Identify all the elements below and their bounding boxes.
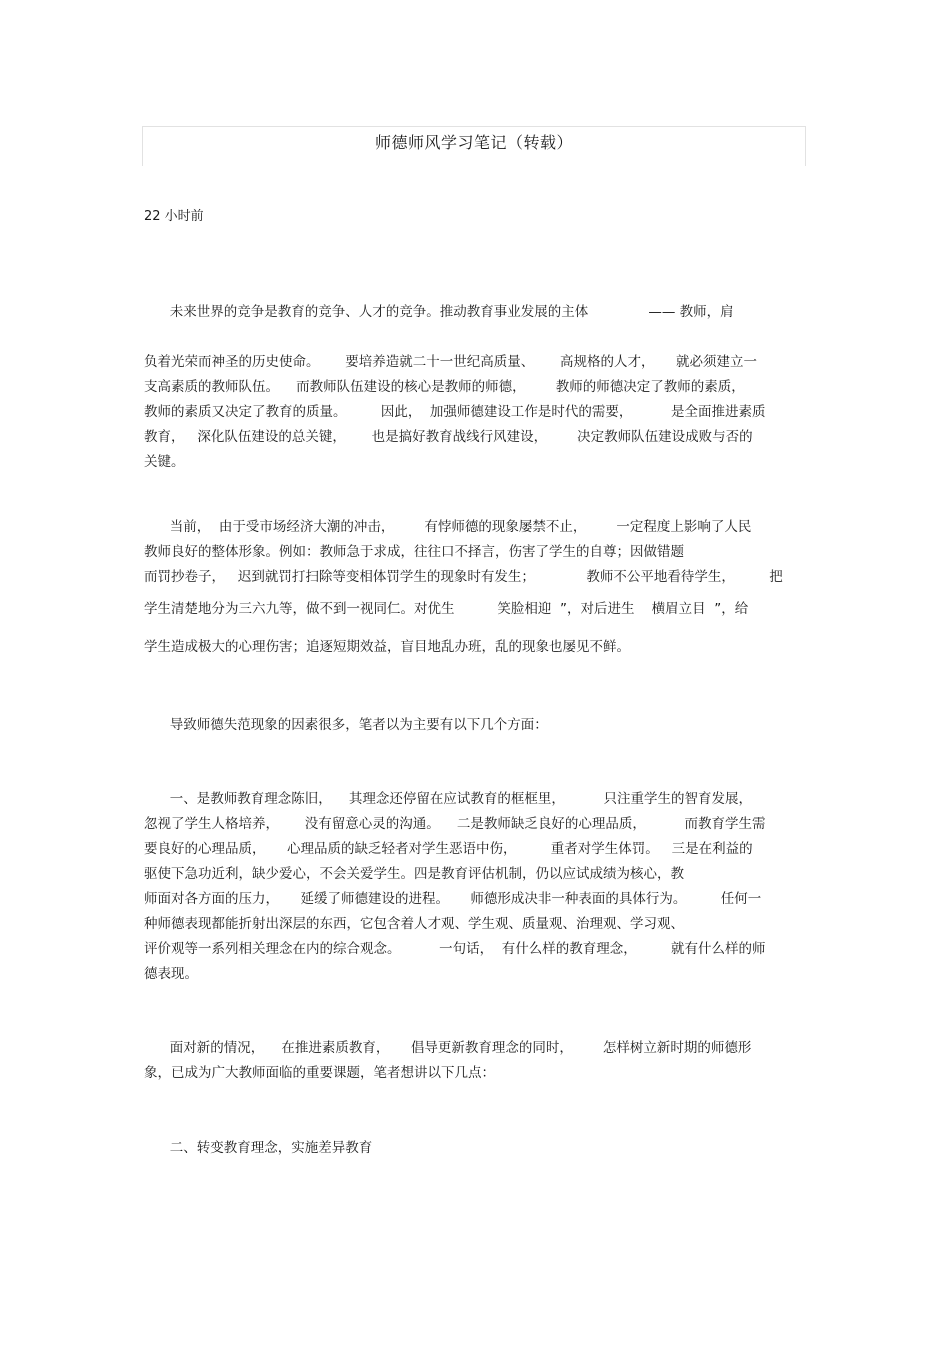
paragraph-line: 德表现。 — [144, 966, 198, 982]
paragraph-line: 评价观等一系列相关理念在内的综合观念。 一句话， 有什么样的教育理念， 就有什么样的师 — [144, 941, 766, 957]
paragraph-line: 师面对各方面的压力， 延缓了师德建设的进程。 师德形成决非一种表面的具体行为。 任何一 — [144, 891, 762, 907]
paragraph-line: 学生清楚地分为三六九等，做不到一视同仁。对优生 笑脸相迎 ”，对后进生 横眉立目 ”，给 — [144, 601, 749, 617]
paragraph-line: 教师的素质又决定了教育的质量。 因此， 加强师德建设工作是时代的需要， 是全面推进素质 — [144, 404, 766, 420]
paragraph-line: 象，已成为广大教师面临的重要课题，笔者想讲以下几点： — [144, 1065, 495, 1081]
document-title: 师德师风学习笔记（转载） — [374, 133, 573, 152]
paragraph-line: 学生造成极大的心理伤害；追逐短期效益，盲目地乱办班，乱的现象也屡见不鲜。 — [144, 639, 630, 655]
paragraph-line: 驱使下急功近利，缺少爱心，不会关爱学生。四是教育评估机制，仍以应试成绩为核心，教 — [144, 866, 684, 882]
section-heading — [144, 1136, 810, 1161]
paragraph-line: 种师德表现都能折射出深层的东西，它包含着人才观、学生观、质量观、治理观、学习观、 — [144, 916, 684, 932]
paragraph-line: 面对新的情况， 在推进素质教育， 倡导更新教育理念的同时， 怎样树立新时期的师德形 — [144, 1040, 752, 1056]
title-frame — [142, 126, 806, 166]
paragraph-3 — [144, 713, 810, 738]
paragraph-1 — [144, 300, 810, 475]
paragraph-line: 未来世界的竞争是教育的竞争、人才的竞争。推动教育事业发展的主体 —— 教师，肩 — [144, 304, 734, 320]
timestamp: 22 小时前 — [144, 209, 204, 224]
paragraph-line: 关键。 — [144, 454, 185, 470]
paragraph-line: 负着光荣而神圣的历史使命。 要培养造就二十一世纪高质量、 高规格的人才， 就必须建立一 — [144, 354, 757, 370]
paragraph-4 — [144, 787, 810, 987]
paragraph-5 — [144, 1036, 810, 1086]
paragraph-line: 一、是教师教育理念陈旧， 其理念还停留在应试教育的框框里， 只注重学生的智育发展， — [144, 791, 753, 807]
paragraph-line: 支高素质的教师队伍。 而教师队伍建设的核心是教师的师德， 教师的师德决定了教师的素质， — [144, 379, 745, 395]
paragraph-line: 要良好的心理品质， 心理品质的缺乏轻者对学生恶语中伤， 重者对学生体罚。 三是在利益的 — [144, 841, 753, 857]
paragraph-line: 教师良好的整体形象。例如：教师急于求成，往往口不择言，伤害了学生的自尊；因做错题 — [144, 544, 684, 560]
paragraph-line: 忽视了学生人格培养， 没有留意心灵的沟通。 二是教师缺乏良好的心理品质， 而教育学生需 — [144, 816, 766, 832]
paragraph-2 — [144, 515, 810, 666]
paragraph-line: 导致师德失范现象的因素很多，笔者以为主要有以下几个方面： — [144, 717, 548, 733]
paragraph-line: 二、转变教育理念，实施差异教育 — [144, 1140, 373, 1156]
paragraph-line: 教育， 深化队伍建设的总关键， 也是搞好教育战线行风建设， 决定教师队伍建设成败与否的 — [144, 429, 753, 445]
paragraph-line — [144, 325, 810, 350]
paragraph-line: 而罚抄卷子， 迟到就罚打扫除等变相体罚学生的现象时有发生； 教师不公平地看待学生， 把 — [144, 569, 783, 585]
paragraph-line: 当前， 由于受市场经济大潮的冲击， 有悖师德的现象屡禁不止， 一定程度上影响了人民 — [144, 519, 752, 535]
